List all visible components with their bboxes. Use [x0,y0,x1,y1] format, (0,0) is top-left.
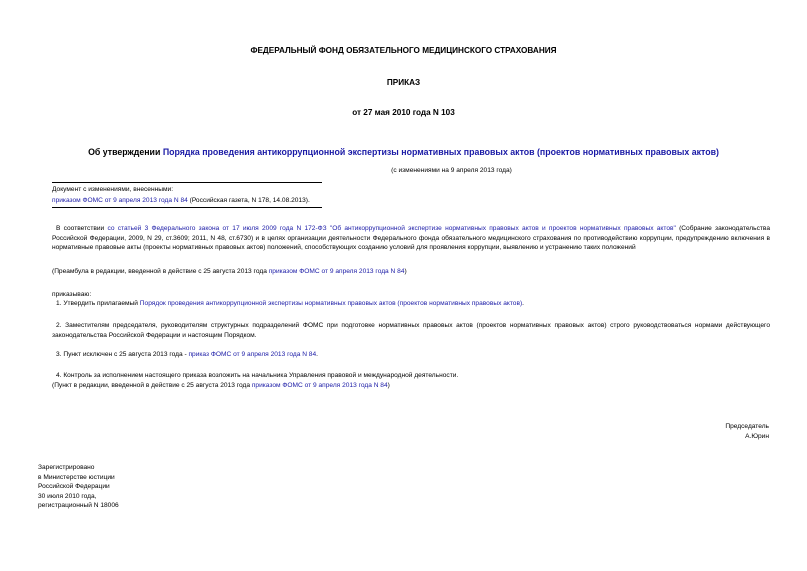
preamble-note-link[interactable]: приказом ФОМС от 9 апреля 2013 года N 84 [268,268,405,275]
amend-suffix: (Российская газета, N 178, 14.08.2013). [187,197,310,204]
registration-line-1: Зарегистрировано [38,464,95,471]
item-4-note [52,381,390,391]
item-4: 4. Контроль за исполнением настоящего приказа возложить на начальника Управления правовой и международной деятельности. [56,372,459,379]
item-1 [56,299,524,309]
preamble-law-link[interactable]: со статьей 3 Федерального закона от 17 июля 2009 года N 172-ФЗ "Об антикоррупционной экспертизе нормативных правовых актов и проектов нормативных правовых актов" [107,225,676,232]
doc-type: ПРИКАЗ [386,78,421,87]
signature-block [725,422,769,441]
item-3-suffix: . [316,351,318,358]
preamble-note [52,267,407,277]
item-4-note-prefix: (Пункт в редакции, введенной в действие с 25 августа 2013 года [52,382,252,389]
item-1-link[interactable]: Порядок проведения антикоррупционной экспертизы нормативных правовых актов (проектов нормативных правовых актов) [139,300,523,307]
item-4-note-suffix: ) [387,382,390,389]
doc-title-link[interactable]: Порядка проведения антикоррупционной экспертизы нормативных правовых актов (проектов нормативных правовых актов) [162,147,719,157]
preamble-paragraph [52,224,770,253]
item-4-note-link[interactable]: приказом ФОМС от 9 апреля 2013 года N 84 [251,382,388,389]
preamble-note-prefix: (Преамбула в редакции, введенной в действие с 25 августа 2013 года [52,268,269,275]
divider-top [52,182,322,183]
signature-name: А.Юрин [745,432,769,440]
doc-title-prefix: Об утверждении [88,147,163,157]
preamble-text-2: (Собрание законодательства Российской Федерации, 2009, N 29, ст.3609; 2011, N 48, ст.6730) и в целях организации деятельности Федерального фонда обязательного медицинского страхования по противодействию коррупции, предупреждению включения в нормативные правовые акты (проекты нормативных правовых актов) положений, способствующих созданию условий для проявления коррупции, выявлению и устранению таких положений [52,225,770,252]
changes-note: (с изменениями на 9 апреля 2013 года) [391,167,512,174]
amend-link[interactable]: приказом ФОМС от 9 апреля 2013 года N 84 [52,197,188,204]
item-3 [56,350,318,360]
registration-line-2: в Министерстве юстиции [38,473,115,481]
registration-line-4: 30 июля 2010 года, [38,492,97,500]
doc-date-number: от 27 мая 2010 года N 103 [352,108,455,117]
preamble-text-1: В соответствии [56,225,108,232]
amend-line: Документ с изменениями, внесенными: [52,186,174,193]
item-3-prefix: 3. Пункт исключен с 25 августа 2013 года - [56,351,189,358]
item-3-link[interactable]: приказ ФОМС от 9 апреля 2013 года N 84 [188,351,317,358]
registration-line-5: регистрационный N 18006 [38,502,119,510]
item-1-prefix: 1. Утвердить прилагаемый [56,300,140,307]
preamble-note-suffix: ) [404,268,407,275]
org-name: ФЕДЕРАЛЬНЫЙ ФОНД ОБЯЗАТЕЛЬНОГО МЕДИЦИНСКОГО СТРАХОВАНИЯ [250,46,557,55]
divider-bottom [52,207,322,208]
item-1-suffix: . [522,300,524,307]
registration-block [38,463,119,511]
signature-position: Председатель [725,423,769,430]
doc-title [0,146,807,159]
registration-line-3: Российской Федерации [38,483,110,491]
item-2: 2. Заместителям председателя, руководителям структурных подразделений ФОМС при подготовке нормативных правовых актов (проектов нормативных правовых актов) строго руководствоваться нормами действующего законодательства Российской Федерации и настоящим Порядком. [52,322,770,339]
amend-ref [52,196,310,206]
order-word: приказываю: [52,291,92,298]
